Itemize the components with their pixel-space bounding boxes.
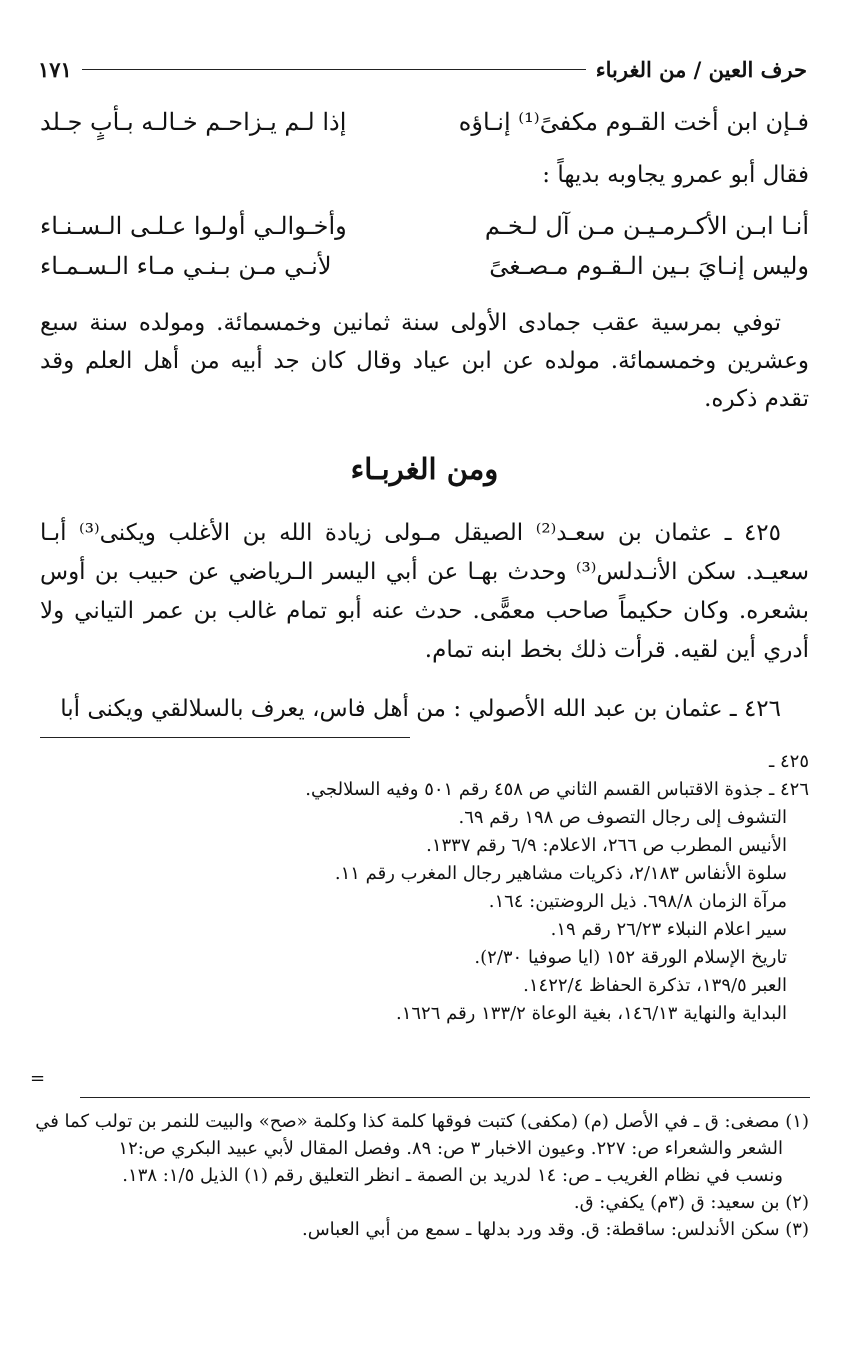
footnote-line: (٢) بن سعيد: ق (٣م) يكفي: ق. — [573, 1192, 809, 1213]
source-line: البداية والنهاية ١٤٦/١٣، بغية الوعاة ١٣٣/٢ رقم ١٦٢٦. — [395, 1003, 787, 1024]
intro-line: فقال أبو عمرو يجاوبه بديهاً : — [542, 162, 809, 188]
margin-mark: = — [30, 1068, 46, 1089]
verse-first-hemistich: وليس إنـايَ بـين الـقـوم مـصـغىً — [489, 252, 809, 280]
footnotes — [35, 1108, 809, 1243]
footnote-line: (٣) سكن الأندلس: ساقطة: ق. وقد ورد بدلها ـ سمع من أبي العباس. — [301, 1219, 809, 1240]
source-line: التشوف إلى رجال التصوف ص ١٩٨ رقم ٦٩. — [458, 807, 787, 828]
verse-second-hemistich: وأخـوالـي أولـوا عـلـى الـسـنـاء — [40, 212, 347, 240]
footnote-line: (١) مصغى: ق ـ في الأصل (م) (مكفى) كتبت فوقها كلمة كذا وكلمة «صح» والبيت للنمر بن تولب كما في — [35, 1111, 809, 1132]
separator-rule — [40, 737, 410, 738]
verse-line-1 — [40, 108, 809, 148]
verse-line-3 — [40, 252, 809, 292]
page-number: ١٧١ — [38, 56, 72, 82]
section-heading: ومن الغربـاء — [350, 452, 499, 486]
verse-line-2 — [40, 212, 809, 252]
running-head-rule — [82, 69, 586, 70]
verse-second-hemistich: لأنـي مـن بـنـي مـاء الـسـمـاء — [40, 252, 332, 280]
footnote-rule — [80, 1097, 810, 1098]
verse-second-hemistich: إذا لـم يـزاحـم خـالـه بـأبٍ جـلد — [40, 108, 347, 136]
entry-425: ٤٢٥ ـ عثمان بن سعـد⁽²⁾ الصيقل مـولى زيادة الله بن الأغلب ويكنى⁽³⁾ أبـا سعيـد. سكن الأنـدلس⁽³⁾ وحدث بهـا عن أبي اليسر الـرياضي عن حبيب بن أوس بشعره. وكان حكيماً صاحب معمًّى. حدث عنه أبو تمام غالب بن عمر التياني ولا أدري أين لقيه. قرأت ذلك بخط ابنه تمام. — [40, 520, 809, 663]
source-line: الأنيس المطرب ص ٢٦٦، الاعلام: ٦/٩ رقم ١٣٣٧. — [426, 835, 787, 856]
source-line: سلوة الأنفاس ٢/١٨٣، ذكريات مشاهير رجال المغرب رقم ١١. — [334, 863, 787, 884]
source-line: ٤٢٥ ـ — [768, 751, 809, 772]
running-head — [38, 52, 807, 86]
running-head-title: حرف العين / من الغرباء — [595, 56, 807, 82]
verse-first-hemistich: أنـا ابـن الأكـرمـيـن مـن آل لـخـم — [484, 212, 809, 240]
footnote-line: ونسب في نظام الغريب ـ ص: ١٤ لدريد بن الصمة ـ انظر التعليق رقم (١) الذيل ١/٥: ١٣٨. — [122, 1165, 783, 1186]
source-line: مرآة الزمان ٦٩٨/٨. ذيل الروضتين: ١٦٤. — [488, 891, 787, 912]
source-line: تاريخ الإسلام الورقة ١٥٢ (ايا صوفيا ٢/٣٠). — [474, 947, 787, 968]
bio-paragraph: توفي بمرسية عقب جمادى الأولى سنة ثمانين وخمسمائة. ومولده سنة سبع وعشرين وخمسمائة. مولده عن ابن عياد وقال كان جد أبيه من أهل العلم وقد تقدم ذكره. — [40, 310, 809, 412]
entry-426-start: ٤٢٦ ـ عثمان بن عبد الله الأصولي : من أهل فاس، يعرف بالسلالقي ويكنى أبا — [60, 696, 781, 722]
source-line: سير اعلام النبلاء ٢٦/٢٣ رقم ١٩. — [550, 919, 787, 940]
source-line: العبر ١٣٩/٥، تذكرة الحفاظ ١٤٢٢/٤. — [523, 975, 787, 996]
footnote-line: الشعر والشعراء ص: ٢٢٧. وعيون الاخبار ٣ ص: ٨٩. وفصل المقال لأبي عبيد البكري ص:١٢ — [118, 1138, 783, 1159]
verse-first-hemistich: فـإن ابن أخت القـوم مكفىً⁽¹⁾ إنـاؤه — [458, 108, 809, 136]
source-line: ٤٢٦ ـ جذوة الاقتباس القسم الثاني ص ٤٥٨ رقم ٥٠١ وفيه السلالجي. — [305, 779, 809, 800]
sources-list — [40, 748, 809, 1028]
